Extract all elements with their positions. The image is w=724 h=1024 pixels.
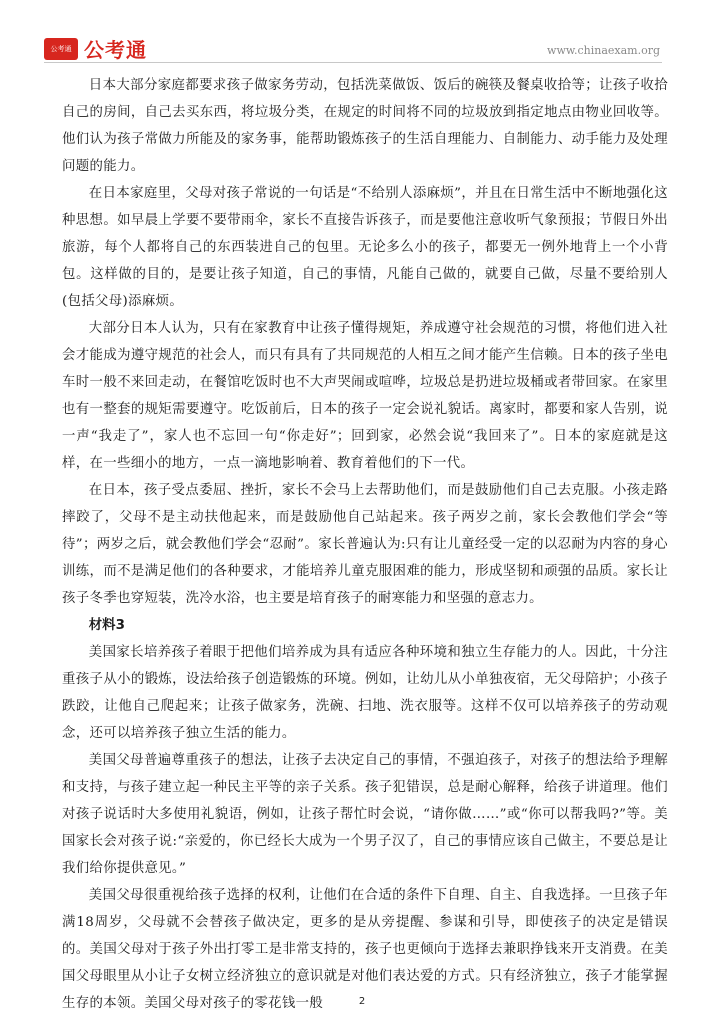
- paragraph: 美国父母普遍尊重孩子的想法，让孩子去决定自己的事情，不强迫孩子，对孩子的想法给予理解和支持，与孩子建立起一种民主平等的亲子关系。孩子犯错误，总是耐心解释，给孩子讲道理。他们对孩子说话时大多使用礼貌语，例如，让孩子帮忙时会说，“请你做……”或“你可以帮我吗?”等。美国家长会对孩子说:“亲爱的，你已经长大成为一个男子汉了，自己的事情应该自己做主，不要总是让我们给你提供意见。”: [62, 753, 668, 876]
- paragraph: 大部分日本人认为，只有在家教育中让孩子懂得规矩，养成遵守社会规范的习惯，将他们进入社会才能成为遵守规范的社会人，而只有具有了共同规范的人相互之间才能产生信赖。日本的孩子坐电车时一般不来回走动，在餐馆吃饭时也不大声哭闹或喧哗，垃圾总是扔进垃圾桶或者带回家。在家里也有一整套的规矩需要遵守。吃饭前后，日本的孩子一定会说礼貌话。离家时，都要和家人告别，说一声“我走了”，家人也不忘回一句“你走好”；回到家，必然会说“我回来了”。日本的家庭就是这样，在一些细小的地方，一点一滴地影响着、教育着他们的下一代。: [62, 321, 668, 471]
- section-heading: 材料3: [88, 618, 125, 633]
- logo-badge-icon: 公考通: [44, 38, 78, 60]
- page-number: 2: [358, 996, 366, 1007]
- header-divider: [44, 62, 662, 63]
- document-body: [62, 72, 668, 1017]
- page-header: [44, 34, 664, 62]
- site-url[interactable]: www.chinaexam.org: [547, 44, 660, 57]
- paragraph: 在日本家庭里，父母对孩子常说的一句话是“不给别人添麻烦”，并且在日常生活中不断地强化这种思想。如早晨上学要不要带雨伞，家长不直接告诉孩子，而是要他注意收听气象预报；节假日外出旅游，每个人都将自己的东西装进自己的包里。无论多么小的孩子，都要无一例外地背上一个小背包。这样做的目的，是要让孩子知道，自己的事情，凡能自己做的，就要自己做，尽量不要给别人(包括父母)添麻烦。: [62, 186, 668, 309]
- logo-text: 公考通: [84, 38, 147, 62]
- paragraph: 日本大部分家庭都要求孩子做家务劳动，包括洗菜做饭、饭后的碗筷及餐桌收拾等；让孩子收拾自己的房间，自己去买东西，将垃圾分类，在规定的时间将不同的垃圾放到指定地点由物业回收等。他们认为孩子常做力所能及的家务事，能帮助锻炼孩子的生活自理能力、自制能力、动手能力及处理问题的能力。: [62, 78, 668, 174]
- paragraph: 美国家长培养孩子着眼于把他们培养成为具有适应各种环境和独立生存能力的人。因此，十分注重孩子从小的锻炼，设法给孩子创造锻炼的环境。例如，让幼儿从小单独夜宿，无父母陪护；小孩子跌跤，让他自己爬起来；让孩子做家务，洗碗、扫地、洗衣服等。这样不仅可以培养孩子的劳动观念，还可以培养孩子独立生活的能力。: [62, 645, 668, 741]
- brand-logo[interactable]: [44, 34, 147, 63]
- paragraph: 在日本，孩子受点委屈、挫折，家长不会马上去帮助他们，而是鼓励他们自己去克服。小孩走路摔跤了，父母不是主动扶他起来，而是鼓励他自己站起来。孩子两岁之前，家长会教他们学会“等待”；两岁之后，就会教他们学会“忍耐”。家长普遍认为:只有让儿童经受一定的以忍耐为内容的身心训练，而不是满足他们的各种要求，才能培养儿童克服困难的能力，形成坚韧和顽强的品质。家长让孩子冬季也穿短装，洗冷水浴，也主要是培育孩子的耐寒能力和坚强的意志力。: [62, 483, 668, 606]
- paragraph: 美国父母很重视给孩子选择的权利，让他们在合适的条件下自理、自主、自我选择。一旦孩子年满18周岁，父母就不会替孩子做决定，更多的是从旁提醒、参谋和引导，即使孩子的决定是错误的。美国父母对于孩子外出打零工是非常支持的，孩子也更倾向于选择去兼职挣钱来开支消费。在美国父母眼里从小让子女树立经济独立的意识就是对他们表达爱的方式。只有经济独立，孩子才能掌握生存的本领。美国父母对孩子的零花钱一般: [62, 888, 668, 1011]
